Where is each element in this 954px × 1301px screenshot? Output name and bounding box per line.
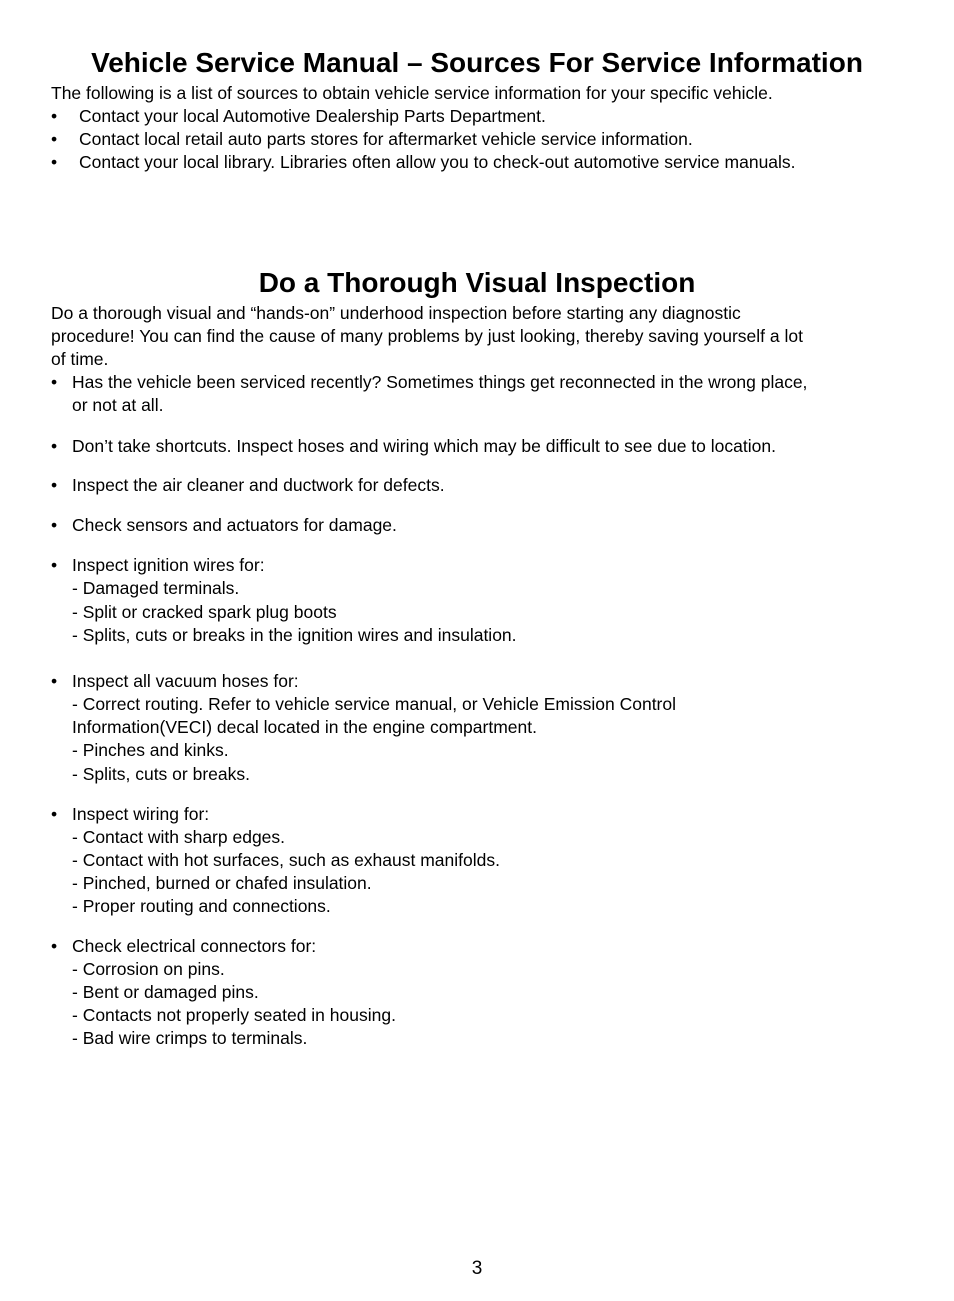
list-item: Check sensors and actuators for damage. bbox=[72, 515, 397, 535]
bullet-marker: • bbox=[51, 515, 58, 535]
bullet-marker: • bbox=[51, 436, 58, 456]
sub-item: - Bad wire crimps to terminals. bbox=[72, 1028, 308, 1048]
bullet-marker: • bbox=[51, 152, 58, 172]
sub-item: - Corrosion on pins. bbox=[72, 959, 225, 979]
list-item-continuation: or not at all. bbox=[72, 395, 164, 415]
section-intro-line: Do a thorough visual and “hands-on” underhood inspection before starting any diagnostic bbox=[51, 303, 741, 323]
section-intro: The following is a list of sources to obtain vehicle service information for your specific vehicle. bbox=[51, 83, 773, 103]
sub-item: - Splits, cuts or breaks in the ignition wires and insulation. bbox=[72, 625, 517, 645]
sub-item: - Pinches and kinks. bbox=[72, 740, 229, 760]
list-item: Contact your local library. Libraries often allow you to check-out automotive service manuals. bbox=[79, 152, 796, 172]
sub-item-continuation: Information(VECI) decal located in the engine compartment. bbox=[72, 717, 537, 737]
sub-item: - Contact with sharp edges. bbox=[72, 827, 286, 847]
list-item: Contact your local Automotive Dealership Parts Department. bbox=[79, 106, 546, 126]
section-title-service-sources: Vehicle Service Manual – Sources For Service Information bbox=[91, 47, 863, 78]
bullet-marker: • bbox=[51, 372, 58, 392]
bullet-marker: • bbox=[51, 129, 58, 149]
sub-item: - Pinched, burned or chafed insulation. bbox=[72, 873, 372, 893]
section-intro-line: procedure! You can find the cause of many problems by just looking, thereby saving yourself a lot bbox=[51, 326, 803, 346]
list-item: Inspect all vacuum hoses for: bbox=[72, 671, 299, 691]
section-title-visual-inspection: Do a Thorough Visual Inspection bbox=[258, 267, 696, 298]
bullet-marker: • bbox=[51, 475, 58, 495]
bullet-marker: • bbox=[51, 671, 58, 691]
sub-item: - Proper routing and connections. bbox=[72, 896, 331, 916]
sub-item: - Split or cracked spark plug boots bbox=[72, 602, 337, 622]
bullet-marker: • bbox=[51, 936, 58, 956]
list-item: Don’t take shortcuts. Inspect hoses and wiring which may be difficult to see due to location. bbox=[72, 436, 776, 456]
list-item: Has the vehicle been serviced recently? Sometimes things get reconnected in the wrong place, bbox=[72, 372, 808, 392]
sub-item: - Contact with hot surfaces, such as exhaust manifolds. bbox=[72, 850, 500, 870]
page-number: 3 bbox=[471, 1258, 483, 1279]
list-item: Inspect the air cleaner and ductwork for defects. bbox=[72, 475, 445, 495]
section-intro-line: of time. bbox=[51, 349, 109, 369]
list-item: Inspect wiring for: bbox=[72, 804, 210, 824]
bullet-marker: • bbox=[51, 555, 58, 575]
list-item: Inspect ignition wires for: bbox=[72, 555, 265, 575]
sub-item: - Correct routing. Refer to vehicle service manual, or Vehicle Emission Control bbox=[72, 694, 676, 714]
sub-item: - Splits, cuts or breaks. bbox=[72, 764, 250, 784]
bullet-marker: • bbox=[51, 804, 58, 824]
sub-item: - Damaged terminals. bbox=[72, 578, 240, 598]
list-item: Contact local retail auto parts stores for aftermarket vehicle service information. bbox=[79, 129, 693, 149]
bullet-marker: • bbox=[51, 106, 58, 126]
sub-item: - Contacts not properly seated in housing. bbox=[72, 1005, 396, 1025]
list-item: Check electrical connectors for: bbox=[72, 936, 317, 956]
sub-item: - Bent or damaged pins. bbox=[72, 982, 259, 1002]
